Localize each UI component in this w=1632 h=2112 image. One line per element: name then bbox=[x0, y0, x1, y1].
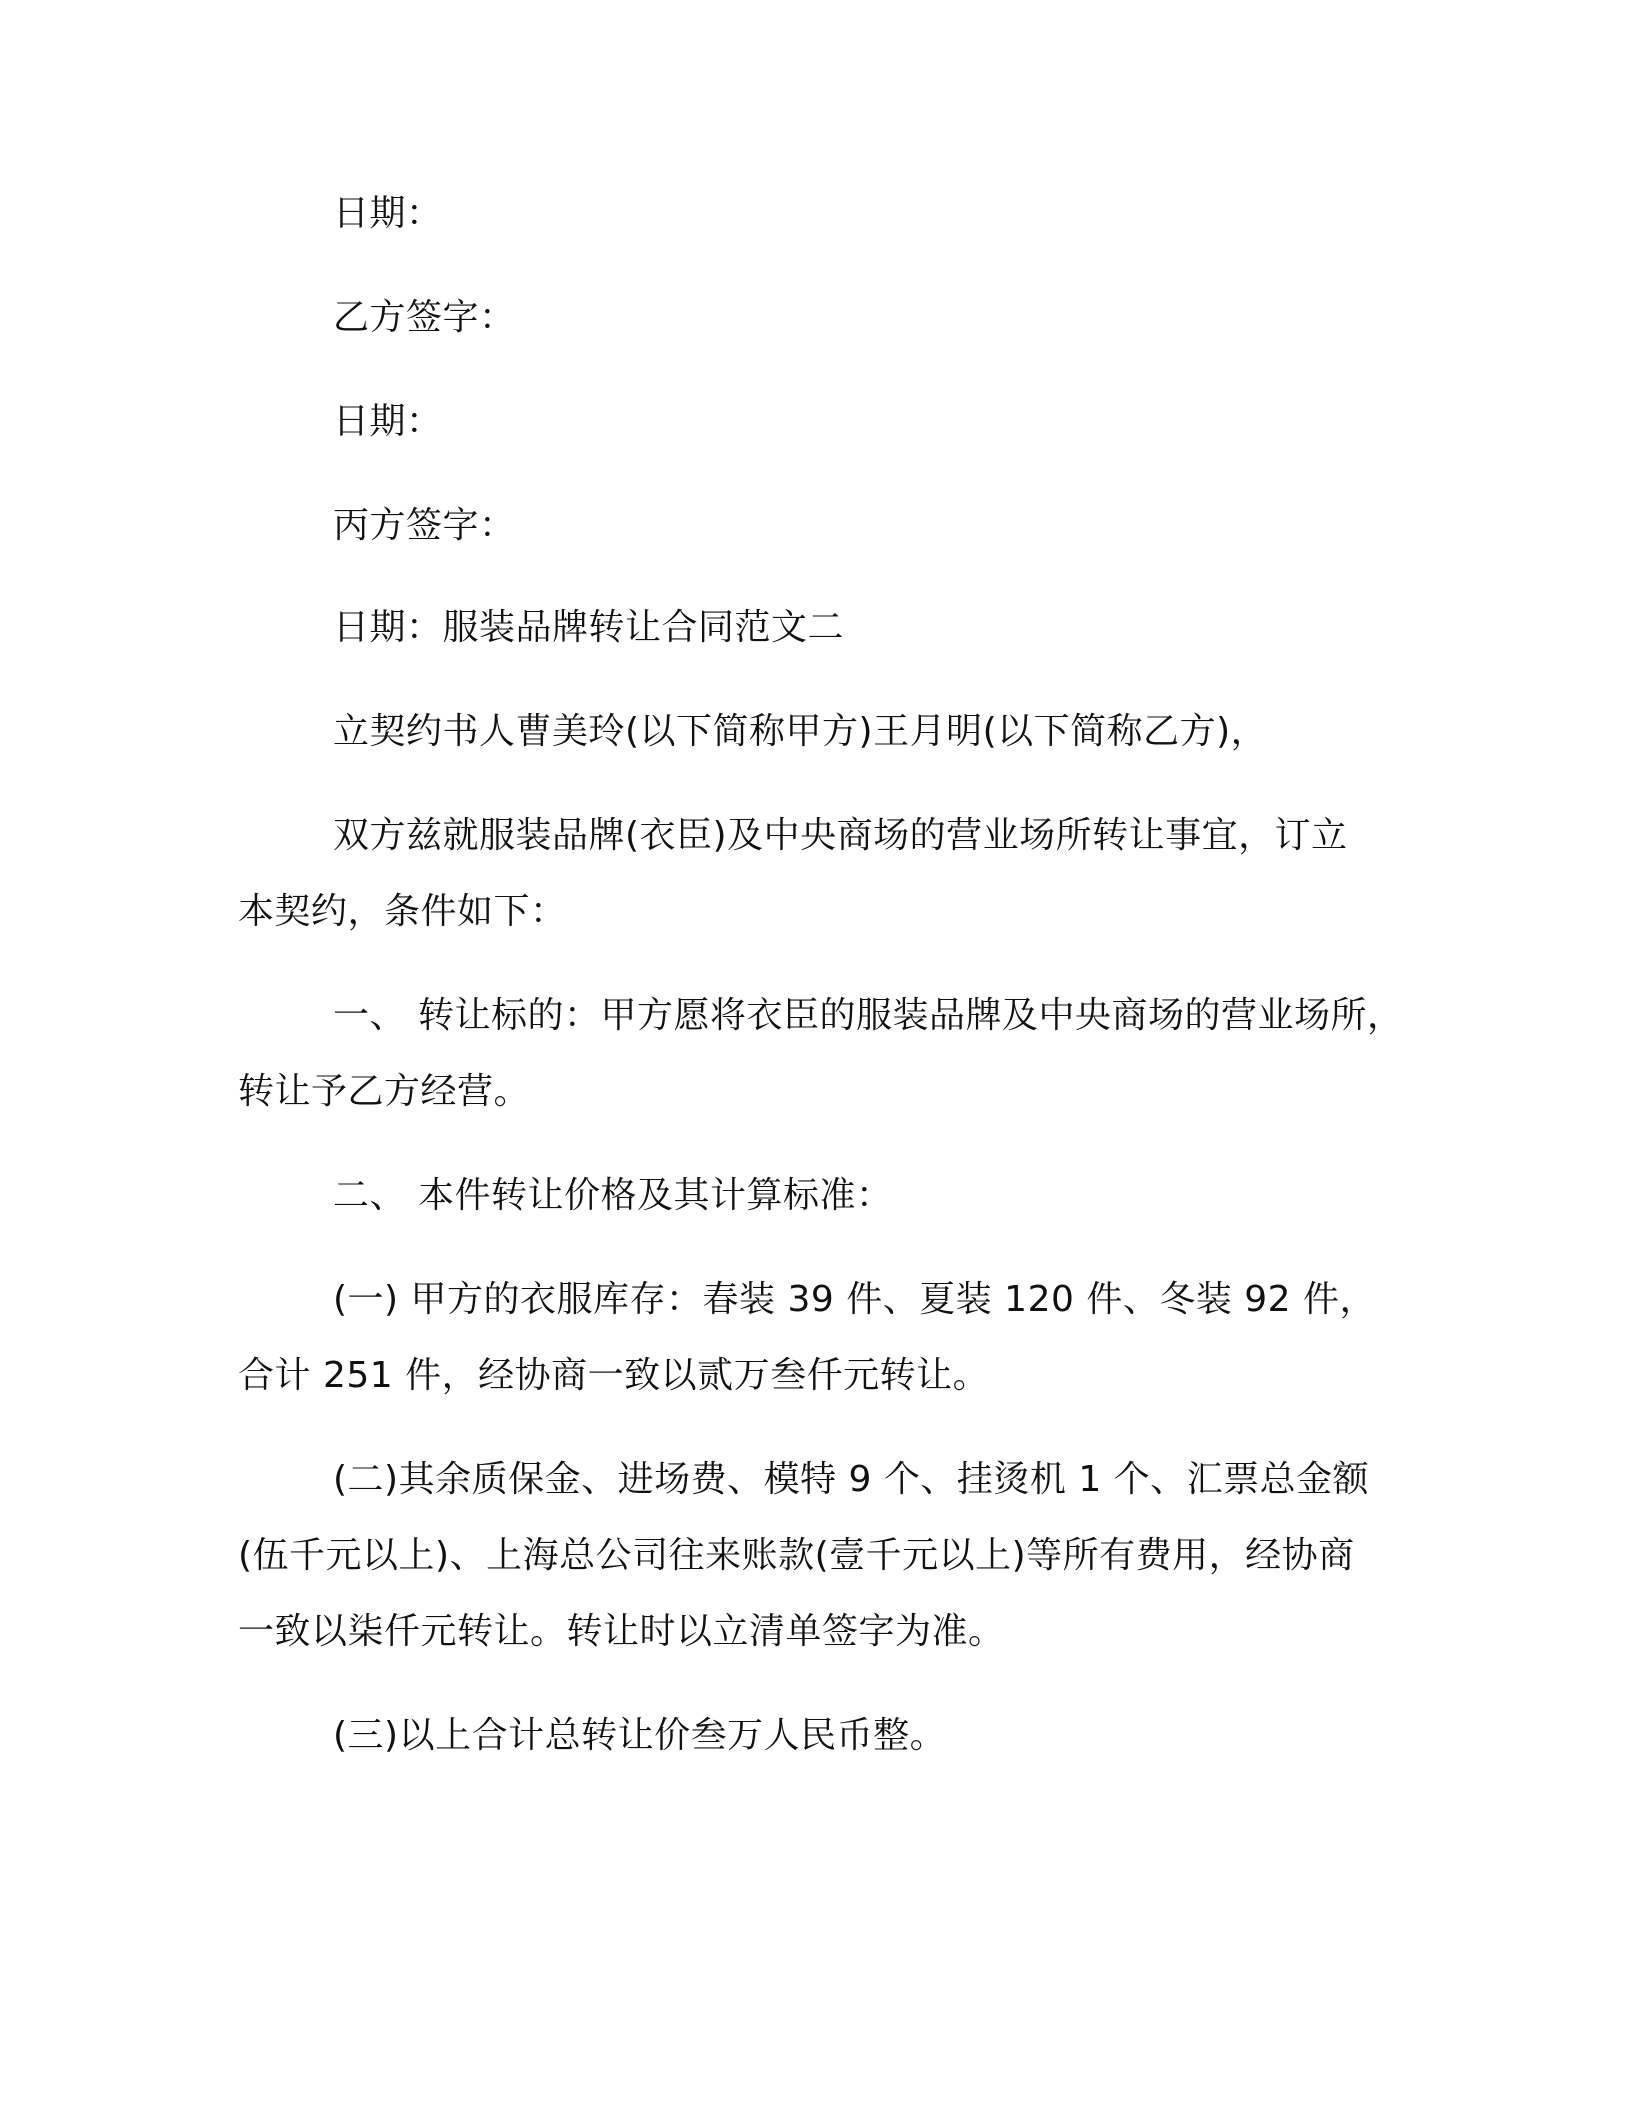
party-b-signature-label: 乙方签字： bbox=[333, 297, 516, 338]
clause-1-line-1: 一、 转让标的：甲方愿将衣臣的服装品牌及中央商场的营业场所， bbox=[333, 995, 1404, 1036]
clause-2-item-1-line-1: (一) 甲方的衣服库存：春装 39 件、夏装 120 件、冬装 92 件， bbox=[333, 1279, 1377, 1320]
clause-2-item-2-line-1: (二)其余质保金、进场费、模特 9 个、挂烫机 1 个、汇票总金额 bbox=[333, 1459, 1370, 1500]
contract-parties-line: 立契约书人曹美玲(以下简称甲方)王月明(以下简称乙方)， bbox=[333, 711, 1268, 752]
clause-2-heading: 二、 本件转让价格及其计算标准： bbox=[333, 1175, 893, 1216]
clause-2-item-3: (三)以上合计总转让价叁万人民币整。 bbox=[333, 1715, 947, 1756]
clause-1-line-2: 转让予乙方经营。 bbox=[238, 1071, 531, 1112]
contract-intro-line-1: 双方兹就服装品牌(衣臣)及中央商场的营业场所转让事宜，订立 bbox=[333, 815, 1348, 856]
date-and-contract-title: 日期：服装品牌转让合同范文二 bbox=[333, 607, 845, 648]
clause-2-item-2-line-2: (伍千元以上)、上海总公司往来账款(壹千元以上)等所有费用，经协商 bbox=[238, 1535, 1355, 1576]
date-label-1: 日期： bbox=[333, 193, 443, 234]
clause-2-item-2-line-3: 一致以柒仟元转让。转让时以立清单签字为准。 bbox=[238, 1611, 1005, 1652]
date-label-2: 日期： bbox=[333, 401, 443, 442]
clause-2-item-1-line-2: 合计 251 件，经协商一致以贰万叁仟元转让。 bbox=[238, 1355, 990, 1396]
contract-intro-line-2: 本契约，条件如下： bbox=[238, 891, 567, 932]
party-c-signature-label: 丙方签字： bbox=[333, 505, 516, 546]
